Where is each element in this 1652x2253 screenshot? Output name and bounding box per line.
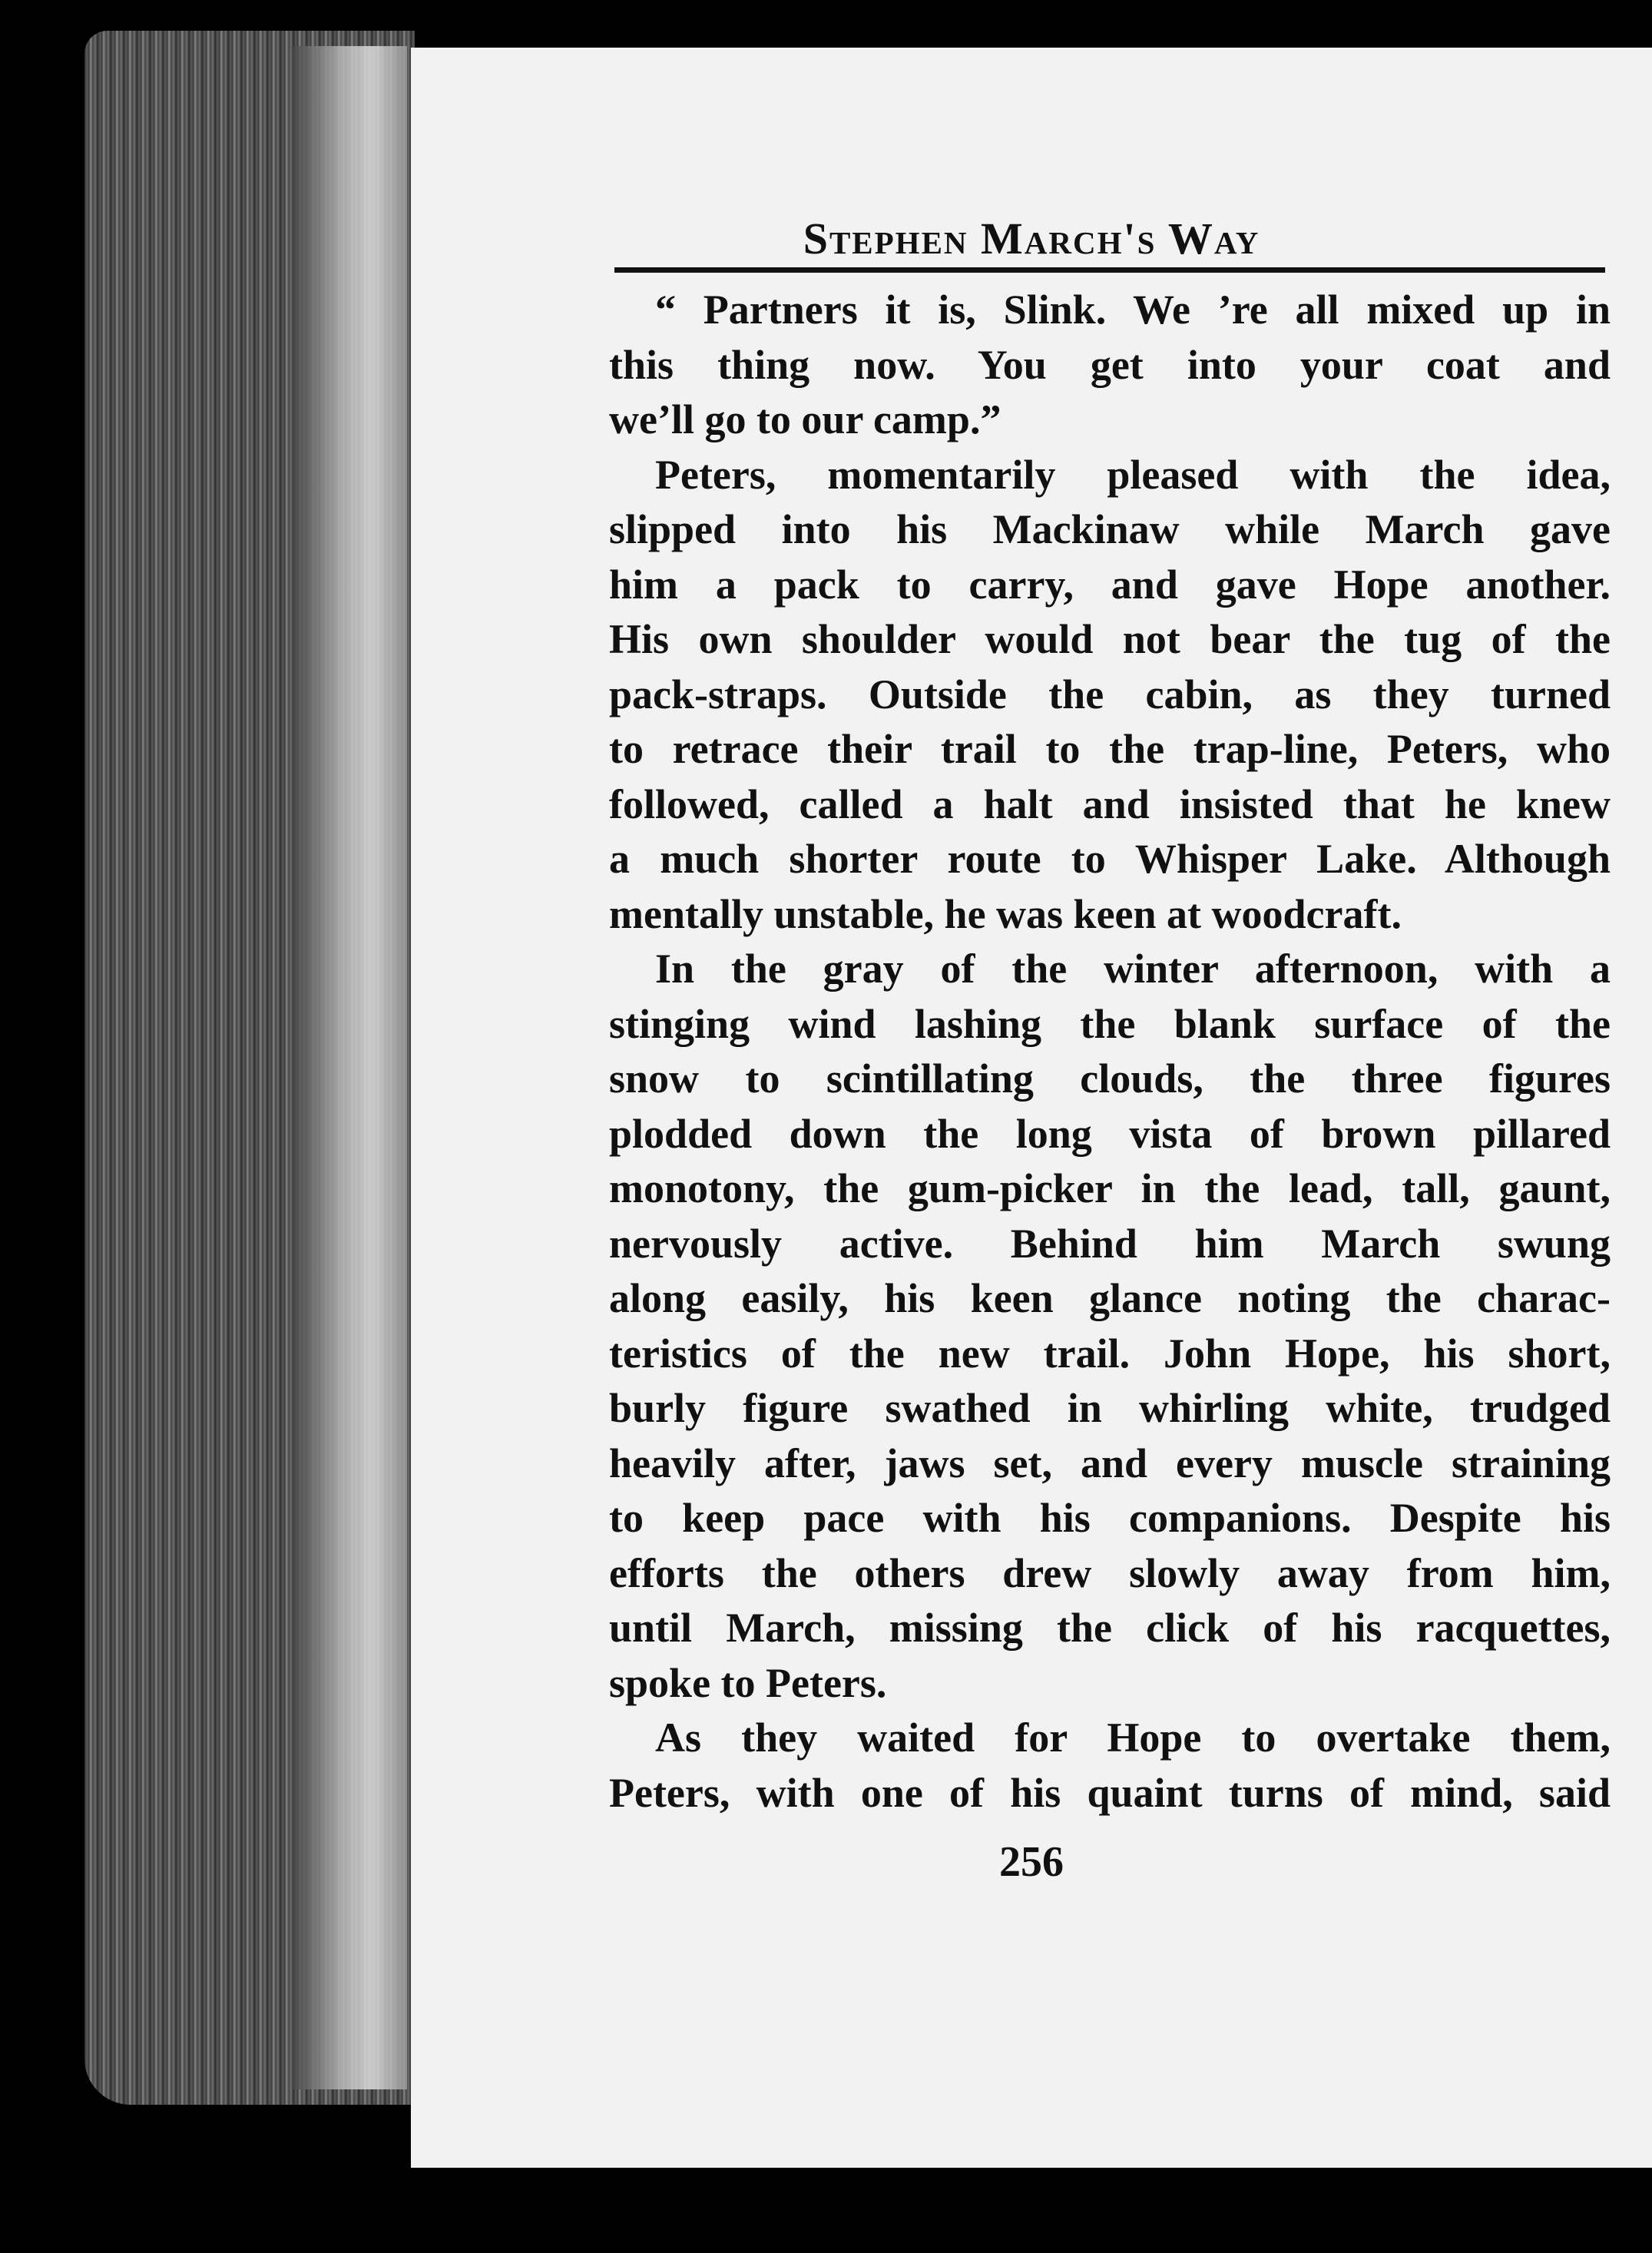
- text-line: heavily after, jaws set, and every muscle straining: [609, 1440, 1611, 1486]
- body-text: [609, 283, 1611, 1821]
- text-line: teristics of the new trail. John Hope, his short,: [609, 1330, 1611, 1377]
- text-line: In the gray of the winter afternoon, with a: [655, 946, 1611, 992]
- paragraph: [609, 942, 1611, 1711]
- paragraph: [609, 283, 1611, 448]
- text-line: spoke to Peters.: [609, 1659, 887, 1706]
- header-rule: [614, 267, 1605, 273]
- text-line: burly figure swathed in whirling white, trudged: [609, 1385, 1611, 1431]
- text-line: efforts the others drew slowly away from him,: [609, 1549, 1611, 1596]
- text-line: Peters, with one of his quaint turns of mind, said: [609, 1769, 1611, 1816]
- book-edge-highlight: [292, 46, 407, 2089]
- text-line: “ Partners it is, Slink. We ’re all mixed up in: [655, 287, 1611, 333]
- text-line: snow to scintillating clouds, the three figures: [609, 1055, 1611, 1102]
- text-line: stinging wind lashing the blank surface of the: [609, 1000, 1611, 1047]
- text-line: monotony, the gum-picker in the lead, tall, gaunt,: [609, 1165, 1611, 1211]
- paragraph: [609, 1711, 1611, 1821]
- text-line: slipped into his Mackinaw while March gave: [609, 506, 1611, 552]
- text-line: we’ll go to our camp.”: [609, 396, 1001, 442]
- text-line: pack-straps. Outside the cabin, as they turned: [609, 671, 1611, 717]
- text-line: to retrace their trail to the trap-line, Peters, who: [609, 726, 1611, 772]
- text-line: His own shoulder would not bear the tug of the: [609, 616, 1611, 662]
- page-number: 256: [999, 1838, 1064, 1886]
- text-line: him a pack to carry, and gave Hope another.: [609, 561, 1611, 608]
- text-line: until March, missing the click of his racquettes,: [609, 1605, 1611, 1651]
- text-line: followed, called a halt and insisted that he knew: [609, 780, 1611, 827]
- text-line: this thing now. You get into your coat and: [609, 341, 1611, 388]
- paragraph: [609, 448, 1611, 943]
- text-line: along easily, his keen glance noting the charac-: [609, 1275, 1611, 1321]
- text-line: plodded down the long vista of brown pillared: [609, 1110, 1611, 1157]
- text-line: As they waited for Hope to overtake them,: [655, 1715, 1611, 1761]
- text-line: Peters, momentarily pleased with the idea,: [655, 451, 1611, 498]
- text-line: nervously active. Behind him March swung: [609, 1220, 1611, 1267]
- book-page: [411, 48, 1652, 2168]
- running-head: Stephen March's Way: [803, 214, 1260, 263]
- text-line: a much shorter route to Whisper Lake. Although: [609, 836, 1611, 882]
- text-line: mentally unstable, he was keen at woodcraft.: [609, 890, 1402, 937]
- text-line: to keep pace with his companions. Despite his: [609, 1495, 1611, 1541]
